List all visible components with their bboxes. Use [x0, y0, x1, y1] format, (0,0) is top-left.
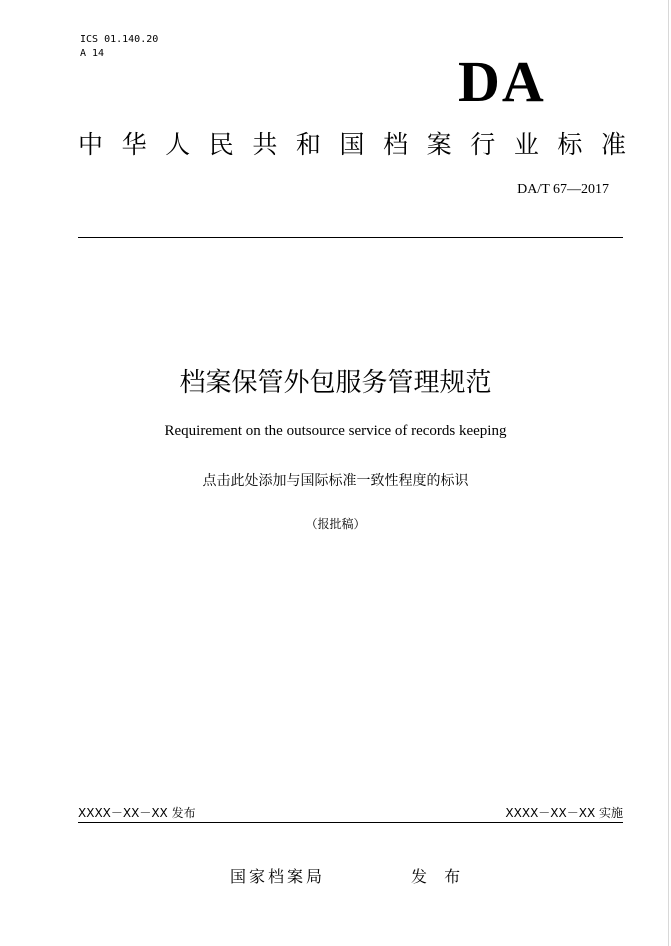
english-title: Requirement on the outsource service of records keeping: [164, 423, 507, 439]
issuing-authority: 国家档案局: [230, 867, 326, 886]
issue-label: 发 布: [411, 867, 467, 886]
implement-date: XXXX－XX－XX 实施: [505, 806, 623, 820]
header-divider: [78, 237, 623, 238]
date-bar: [78, 804, 623, 823]
classification-block: [80, 33, 158, 61]
conformity-placeholder[interactable]: 点击此处添加与国际标准一致性程度的标识: [202, 473, 469, 489]
draft-status: （报批稿）: [305, 517, 366, 531]
publish-date: XXXX－XX－XX 发布: [78, 806, 196, 820]
standard-code: DA/T 67—2017: [517, 182, 609, 197]
ics-code: ICS 01.140.20: [80, 34, 159, 45]
ccs-code: A 14: [80, 48, 105, 59]
document-title: 档案保管外包服务管理规范: [179, 368, 492, 398]
da-logo: DA: [458, 49, 546, 114]
issuing-org-title: 中华人民共和国档案行业标准: [78, 130, 626, 159]
